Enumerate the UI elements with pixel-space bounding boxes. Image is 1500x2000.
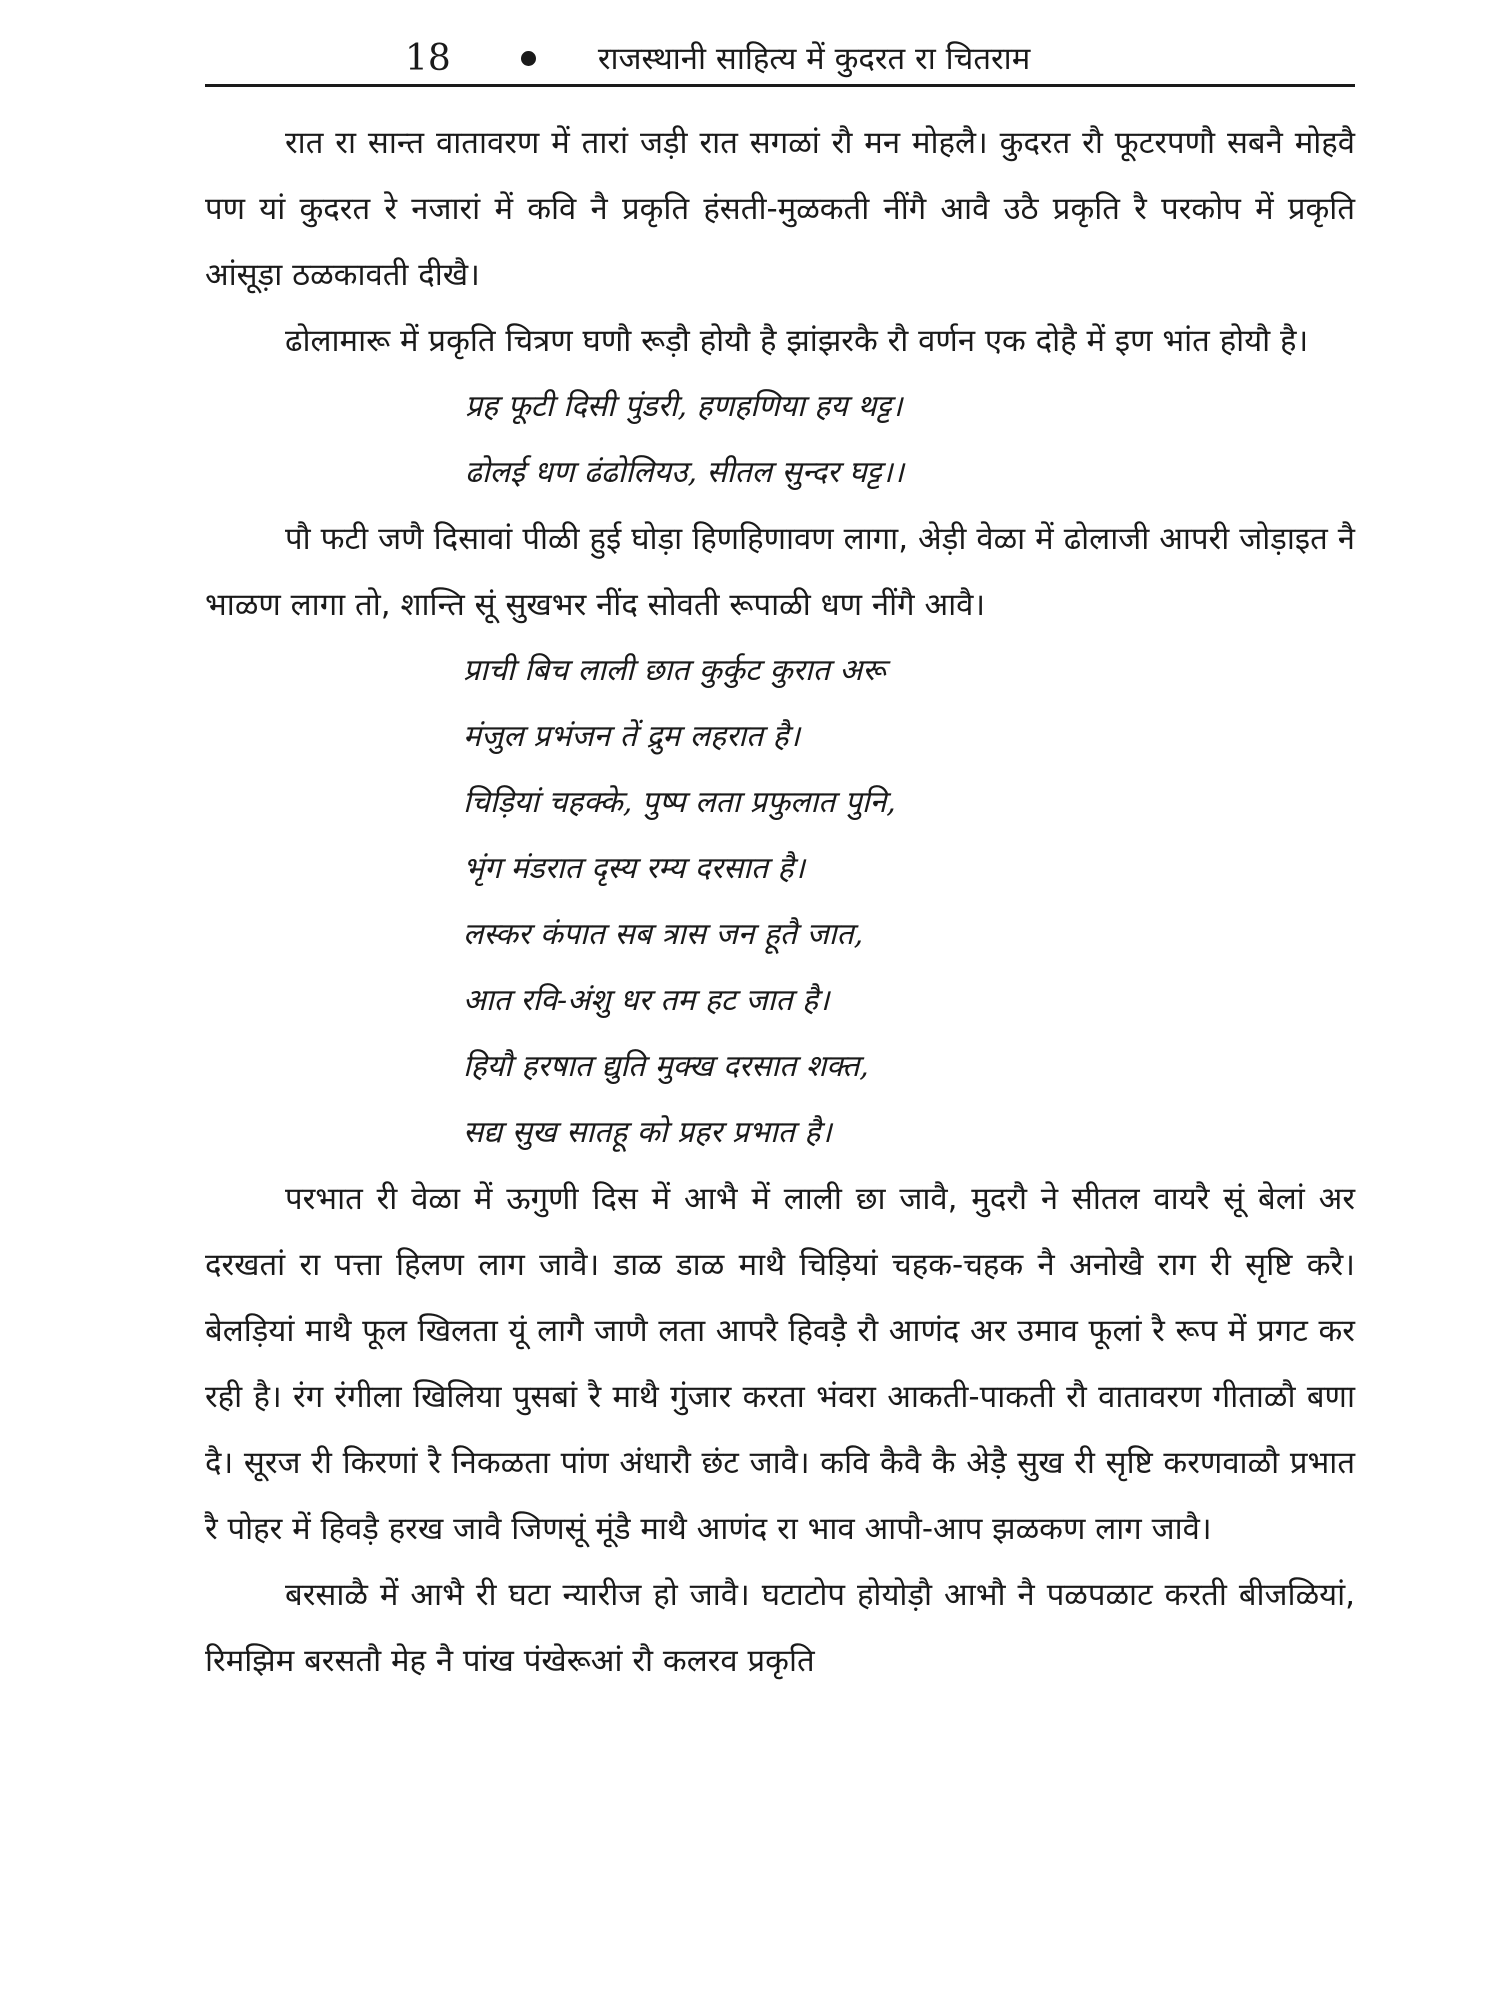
verse-line: आत रवि-अंशु धर तम हट जात है। (463, 983, 830, 1018)
verse-line: सद्य सुख सातहू को प्रहर प्रभात है। (463, 1115, 832, 1150)
running-title: राजस्थानी साहित्य में कुदरत रा चितराम (597, 41, 1031, 77)
paragraph-5: बरसाळै में आभै री घटा न्यारीज हो जावै। घटाटोप होयोड़ौ आभौ नै पळपळाट करती बीजळियां, रिमझिम बरसतौ मेह नै पांख पंखेरूआं रौ कलरव प्रकृति (205, 1577, 1355, 1679)
running-header (205, 28, 1355, 88)
page-body (205, 110, 1355, 1694)
paragraph-3: पौ फटी जणै दिसावां पीळी हुई घोड़ा हिणहिणावण लागा, अेड़ी वेळा में ढोलाजी आपरी जोड़ाइत नै भाळण लागा तो, शान्ति सूं सुखभर नींद सोवती रूपाळी धण नींगै आवै। (205, 521, 1355, 623)
paragraph-4: परभात री वेळा में ऊगुणी दिस में आभै में लाली छा जावै, मुदरौ ने सीतल वायरै सूं बेलां अर दरखतां रा पत्ता हिलण लाग जावै। डाळ डाळ माथै चिड़ियां चहक-चहक नै अनोखै राग री सृष्टि करै। बेलड़ियां माथै फूल खिलता यूं लागै जाणै लता आपरै हिवड़ै रौ आणंद अर उमाव फूलां रै रूप में प्रगट कर रही है। रंग रंगीला खिलिया पुसबां रै माथै गुंजार करता भंवरा आकती-पाकती रौ वातावरण गीताळौ बणा दै। सूरज री किरणां रै निकळता पांण अंधारौ छंट जावै। कवि कैवै कै अेड़ै सुख री सृष्टि करणवाळौ प्रभात रै पोहर में हिवड़ै हरख जावै जिणसूं मूंडै माथै आणंद रा भाव आपौ-आप झळकण लाग जावै। (205, 1181, 1355, 1547)
paragraph-1: रात रा सान्त वातावरण में तारां जड़ी रात सगळां रौ मन मोहलै। कुदरत रौ फूटरपणौ सबनै मोहवै पण यां कुदरत रे नजारां में कवि नै प्रकृति हंसती-मुळकती नींगै आवै उठै प्रकृति रै परकोप में प्रकृति आंसूड़ा ठळकावती दीखै। (205, 125, 1355, 293)
verse-line: हियौ हरषात द्युति मुक्ख दरसात शक्त, (463, 1049, 869, 1084)
verse-line: प्रह फूटी दिसी पुंडरी, हणहणिया हय थट्ट। (465, 389, 903, 424)
verse-line: मंजुल प्रभंजन तें द्रुम लहरात है। (463, 719, 800, 754)
verse-block-2 (205, 638, 1355, 1166)
header-rule (205, 84, 1355, 87)
bullet-separator (521, 51, 536, 66)
verse-line: चिड़ियां चहक्के, पुष्प लता प्रफुलात पुनि, (463, 785, 896, 820)
verse-block-1 (205, 374, 1355, 506)
paragraph-2: ढोलामारू में प्रकृति चित्रण घणौ रूड़ौ होयौ है झांझरकै रौ वर्णन एक दोहै में इण भांत होयौ है। (285, 323, 1309, 359)
verse-line: भृंग मंडरात दृस्य रम्य दरसात है। (463, 851, 805, 886)
verse-line: प्राची बिच लाली छात कुर्कुट कुरात अरू (463, 653, 886, 688)
page-number: 18 (405, 37, 451, 79)
verse-line: ढोलई धण ढंढोलियउ, सीतल सुन्दर घट्ट।। (465, 455, 904, 490)
verse-line: लस्कर कंपात सब त्रास जन हूतै जात, (463, 917, 864, 952)
